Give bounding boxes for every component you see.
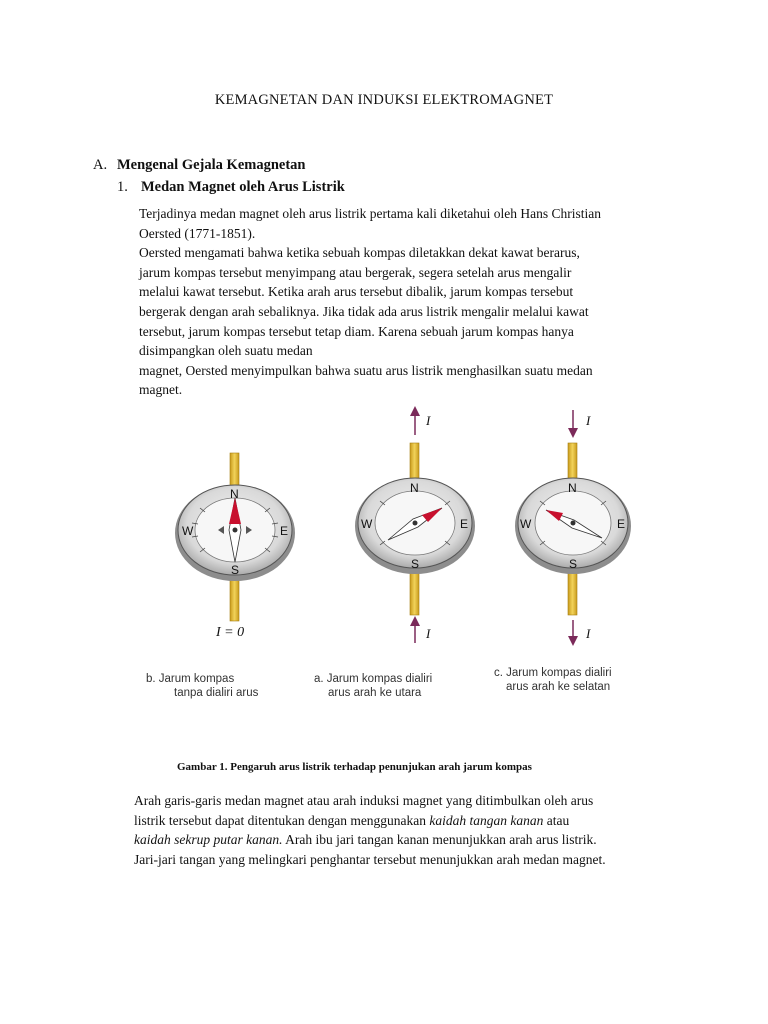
caption-a-line1: a. Jarum kompas dialiri — [314, 673, 433, 685]
section-label: A. — [93, 157, 108, 173]
caption-c-line1: c. Jarum kompas dialiri — [494, 667, 612, 679]
zero-current-label: I = 0 — [216, 625, 245, 640]
current-symbol-top: I — [426, 413, 431, 428]
caption-a — [314, 672, 432, 700]
text-line: magnet. — [139, 382, 183, 398]
text-segment: atau — [543, 812, 570, 828]
caption-a-line2: arus arah ke utara — [328, 687, 422, 699]
label-east: E — [617, 517, 626, 531]
text-line — [134, 830, 694, 850]
label-west: W — [361, 517, 373, 531]
text-line: Oersted (1771-1851). — [139, 225, 256, 241]
label-south: S — [569, 557, 578, 571]
figure-title: Gambar 1. Pengaruh arus listrik terhadap penunjukan arah jarum kompas — [177, 761, 532, 773]
current-symbol-top: I — [586, 413, 591, 428]
section-title: Mengenal Gejala Kemagnetan — [117, 157, 306, 173]
text-line: Oersted mengamati bahwa ketika sebuah kompas diletakkan dekat kawat berarus, — [139, 245, 580, 261]
text-line: Jari-jari tangan yang melingkari penghantar tersebut menunjukkan arah medan magnet. — [134, 851, 606, 867]
compass-current-north — [355, 406, 475, 643]
text-line: melalui kawat tersebut. Ketika arah arus tersebut dibalik, jarum kompas tersebut — [139, 284, 574, 300]
section-heading — [93, 157, 305, 174]
label-west: W — [182, 524, 194, 538]
label-south: S — [411, 557, 420, 571]
text-segment: listrik tersebut dapat ditentukan dengan menggunakan — [134, 812, 430, 828]
label-east: E — [280, 524, 289, 538]
paragraph-right-hand-rule — [134, 791, 694, 869]
compass-illustration — [170, 398, 640, 708]
label-north: N — [230, 487, 239, 501]
text-line — [134, 811, 694, 831]
text-line: jarum kompas tersebut menyimpang atau bergerak, segera setelah arus mengalir — [139, 264, 572, 280]
compass-current-south — [515, 410, 631, 646]
text-line: bergerak dengan arah sebaliknya. Jika tidak ada arus listrik mengalir melalui kawat — [139, 303, 589, 319]
text-line: tersebut, jarum kompas tersebut tetap diam. Karena sebuah jarum kompas hanya — [139, 323, 574, 339]
caption-b — [146, 672, 258, 700]
subsection-title: Medan Magnet oleh Arus Listrik — [141, 179, 345, 195]
caption-c-line2: arus arah ke selatan — [506, 681, 611, 693]
text-line: magnet, Oersted menyimpulkan bahwa suatu arus listrik menghasilkan suatu medan — [139, 362, 593, 378]
caption-c — [494, 666, 612, 694]
subsection-heading — [117, 179, 345, 196]
caption-b-line1: b. Jarum kompas — [146, 673, 235, 685]
text-line: disimpangkan oleh suatu medan — [139, 343, 313, 359]
label-east: E — [460, 517, 469, 531]
label-west: W — [520, 517, 532, 531]
current-symbol-bottom: I — [586, 626, 591, 641]
document-title: KEMAGNETAN DAN INDUKSI ELEKTROMAGNET — [214, 92, 554, 108]
term-kaidah-sekrup: kaidah sekrup putar kanan. — [134, 832, 283, 848]
term-kaidah-tangan-kanan: kaidah tangan kanan — [429, 812, 544, 828]
current-symbol-bottom: I — [426, 626, 431, 641]
text-line: Terjadinya medan magnet oleh arus listrik pertama kali diketahui oleh Hans Christian — [139, 206, 602, 221]
label-north: N — [410, 481, 419, 495]
caption-b-line2: tanpa dialiri arus — [174, 687, 259, 699]
label-north: N — [568, 481, 577, 495]
paragraph-oersted — [139, 204, 679, 400]
label-south: S — [231, 563, 240, 577]
subsection-label: 1. — [117, 179, 128, 195]
text-line: Arah garis-garis medan magnet atau arah induksi magnet yang ditimbulkan oleh arus — [134, 793, 594, 808]
text-segment: Arah ibu jari tangan kanan menunjukkan arah arus listrik. — [282, 832, 597, 848]
compass-no-current — [175, 453, 295, 640]
compass-figure — [146, 398, 640, 708]
